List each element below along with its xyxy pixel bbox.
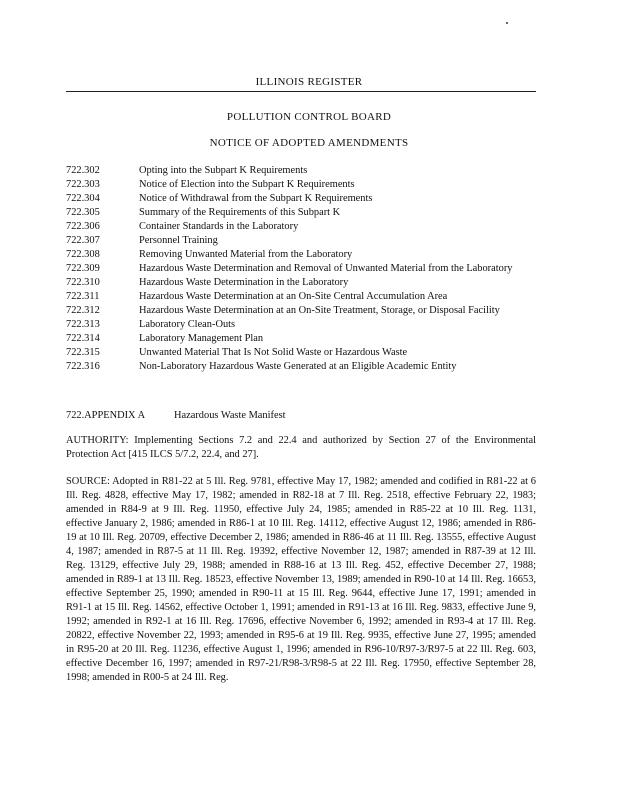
source-paragraph: SOURCE: Adopted in R81-22 at 5 Ill. Reg. 9781, effective May 17, 1982; amended and codified in R81-22 at 6 Ill. Reg. 4828, effective May 17, 1982; amended in R82-18 at 7 Ill. Reg. 2518, effective February 22, 1983; amended in R84-9 at 9 Ill. Reg. 11950, effective July 24, 1985; amended in R85-22 at 10 Ill. Reg. 1131, effective January 2, 1986; amended in R86-1 at 10 Ill. Reg. 14112, effective August 12, 1986; amended in R86-19 at 10 Ill. Reg. 20709, effective December 2, 1986; amended in R86-46 at 11 Ill. Reg. 13555, effective August 4, 1987; amended in R87-5 at 11 Ill. Reg. 19392, effective November 12, 1987; amended in R87-39 at 12 Ill. Reg. 13129, effective July 29, 1988; amended in R88-16 at 13 Ill. Reg. 452, effective December 27, 1988; amended in R89-1 at 13 Ill. Reg. 18523, effective November 13, 1989; amended in R90-10 at 14 Ill. Reg. 16653, effective September 25, 1990; amended in R90-11 at 15 Ill. Reg. 9644, effective June 17, 1991; amended in R91-1 at 15 Ill. Reg. 14562, effective October 1, 1991; amended in R91-13 at 16 Ill. Reg. 9833, effective June 9, 1992; amended in R92-1 at 16 Ill. Reg. 17696, effective November 6, 1992; amended in R93-4 at 17 Ill. Reg. 20822, effective November 22, 1993; amended in R95-6 at 19 Ill. Reg. 9935, effective June 27, 1995; amended in R95-20 at 20 Ill. Reg. 11236, effective August 1, 1996; amended in R96-10/R97-3/R97-5 at 22 Ill. Reg. 603, effective December 16, 1997; amended in R97-21/R98-3/R98-5 at 22 Ill. Reg. 17950, effective September 28, 1998; amended in R00-5 at 24 Ill. Reg. xyxy=(66,476,536,683)
section-number: 722.310 xyxy=(66,277,100,288)
section-number: 722.311 xyxy=(66,291,100,302)
section-row xyxy=(66,178,536,192)
section-title: Laboratory Clean-Outs xyxy=(139,319,236,330)
header-rule xyxy=(66,91,536,92)
section-title: Hazardous Waste Determination at an On-Site Central Accumulation Area xyxy=(139,291,448,302)
appendix-code: 722.APPENDIX A xyxy=(66,410,146,421)
section-title: Unwanted Material That Is Not Solid Waste or Hazardous Waste xyxy=(139,347,408,358)
section-number: 722.304 xyxy=(66,193,100,204)
section-row xyxy=(66,164,536,178)
appendix-line xyxy=(66,410,536,421)
section-row xyxy=(66,248,536,262)
section-row xyxy=(66,360,536,374)
agency-title: POLLUTION CONTROL BOARD xyxy=(226,111,392,123)
section-list xyxy=(66,164,536,374)
section-row xyxy=(66,346,536,360)
section-number: 722.305 xyxy=(66,207,100,218)
section-title: Personnel Training xyxy=(139,235,218,246)
register-title: ILLINOIS REGISTER xyxy=(255,76,363,88)
section-number: 722.303 xyxy=(66,179,100,190)
section-row xyxy=(66,332,536,346)
section-title: Hazardous Waste Determination at an On-Site Treatment, Storage, or Disposal Facility xyxy=(139,305,500,316)
section-row xyxy=(66,304,536,318)
section-row xyxy=(66,192,536,206)
section-row xyxy=(66,220,536,234)
notice-title: NOTICE OF ADOPTED AMENDMENTS xyxy=(209,137,409,149)
section-title: Hazardous Waste Determination and Removal of Unwanted Material from the Laboratory xyxy=(139,263,513,274)
section-number: 722.315 xyxy=(66,347,100,358)
authority-paragraph: AUTHORITY: Implementing Sections 7.2 and 22.4 and authorized by Section 27 of the Environmental Protection Act [415 ILCS 5/7.2, 22.4, and 27]. xyxy=(66,435,536,460)
section-number: 722.312 xyxy=(66,305,100,316)
section-row xyxy=(66,318,536,332)
section-title: Summary of the Requirements of this Subpart K xyxy=(139,207,341,218)
section-number: 722.302 xyxy=(66,165,100,176)
section-title: Container Standards in the Laboratory xyxy=(139,221,299,232)
section-title: Notice of Withdrawal from the Subpart K Requirements xyxy=(139,193,373,204)
section-title: Opting into the Subpart K Requirements xyxy=(139,165,308,176)
section-number: 722.306 xyxy=(66,221,100,232)
section-row xyxy=(66,262,536,276)
section-title: Removing Unwanted Material from the Laboratory xyxy=(139,249,353,260)
section-row xyxy=(66,276,536,290)
section-row xyxy=(66,234,536,248)
section-number: 722.314 xyxy=(66,333,100,344)
section-row xyxy=(66,290,536,304)
section-title: Hazardous Waste Determination in the Laboratory xyxy=(139,277,349,288)
section-title: Non-Laboratory Hazardous Waste Generated at an Eligible Academic Entity xyxy=(139,361,457,372)
section-number: 722.308 xyxy=(66,249,100,260)
section-row xyxy=(66,206,536,220)
scan-speck xyxy=(506,22,508,24)
section-number: 722.307 xyxy=(66,235,100,246)
section-number: 722.313 xyxy=(66,319,100,330)
section-title: Laboratory Management Plan xyxy=(139,333,264,344)
section-number: 722.316 xyxy=(66,361,100,372)
appendix-title: Hazardous Waste Manifest xyxy=(174,410,286,421)
section-title: Notice of Election into the Subpart K Requirements xyxy=(139,179,355,190)
section-number: 722.309 xyxy=(66,263,100,274)
